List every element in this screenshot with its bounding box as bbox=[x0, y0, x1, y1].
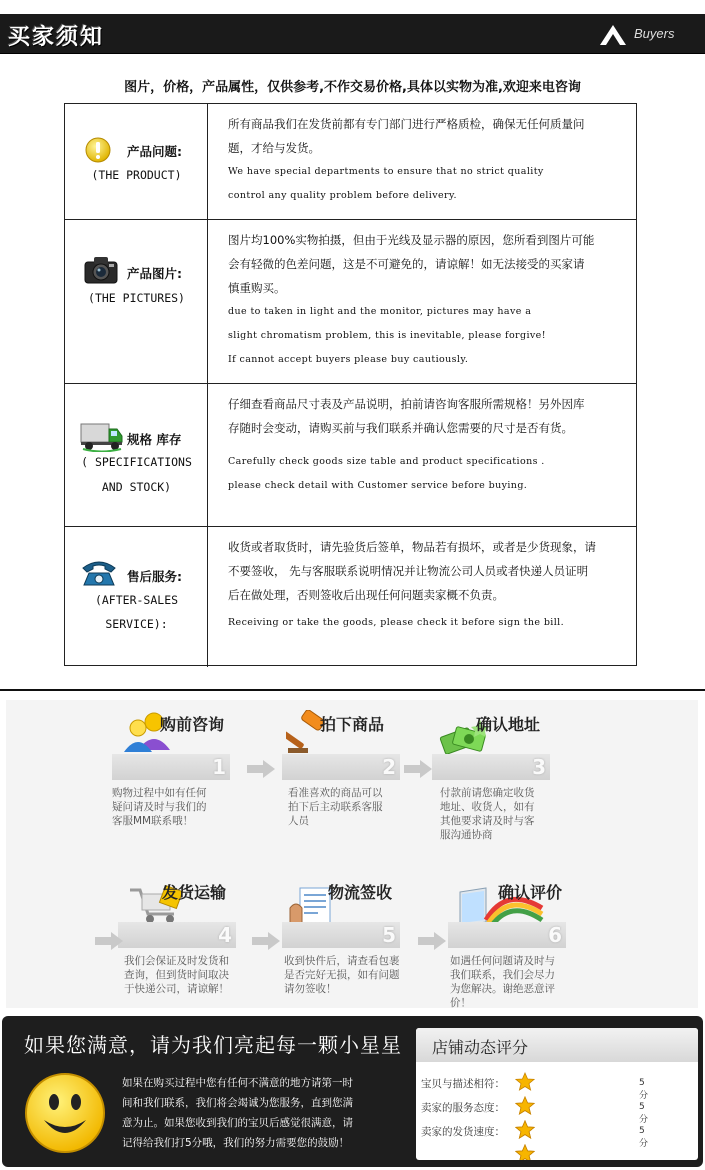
notice-content-cell bbox=[209, 384, 636, 526]
star-icon bbox=[515, 1072, 535, 1092]
step-number: 2 bbox=[382, 755, 396, 779]
brand-a-logo-icon bbox=[600, 25, 626, 45]
step-desc-line: 如遇任何问题请及时与 bbox=[450, 955, 555, 967]
arrow-right-icon bbox=[95, 932, 123, 950]
notice-label-cell bbox=[65, 527, 208, 667]
step-number-bar bbox=[448, 922, 566, 948]
step-desc-line: 地址、收货人，如有 bbox=[440, 801, 535, 813]
star-icon bbox=[515, 1144, 535, 1160]
step-title: 确认评价 bbox=[498, 883, 563, 902]
step-title: 购前咨询 bbox=[160, 715, 225, 734]
step-description bbox=[288, 786, 416, 828]
star-icon bbox=[515, 1096, 535, 1116]
step-desc-line: 购物过程中如有任何 bbox=[112, 787, 207, 799]
notice-text-en: control any quality problem before delivery. bbox=[228, 190, 457, 201]
notice-row-product bbox=[65, 104, 636, 220]
notice-label-en: SERVICE): bbox=[105, 617, 168, 631]
process-step-5 bbox=[282, 874, 422, 1004]
step-desc-line: 服沟通协商 bbox=[440, 829, 493, 841]
step-desc-line: 我们会保证及时发货和 bbox=[124, 955, 229, 967]
shop-rating-panel bbox=[416, 1028, 698, 1160]
header-bar bbox=[0, 14, 705, 54]
step-title: 物流签收 bbox=[328, 883, 393, 902]
notice-content-cell bbox=[209, 220, 636, 383]
footer-message-line: 意为止。如果您收到我们的宝贝后感觉很满意，请 bbox=[122, 1117, 353, 1129]
notice-text-en: slight chromatism problem, this is inevitable, please forgive! bbox=[228, 330, 546, 341]
step-number: 6 bbox=[548, 923, 562, 947]
exclamation-icon bbox=[85, 137, 111, 163]
disclaimer-text: 图片，价格，产品属性，仅供参考,不作交易价格,具体以实物为准,欢迎来电咨询 bbox=[124, 80, 581, 95]
step-description bbox=[124, 954, 252, 996]
step-desc-line: 查询，但到货时间取决 bbox=[124, 969, 229, 981]
arrow-right-icon bbox=[418, 932, 446, 950]
process-step-4 bbox=[118, 874, 258, 1004]
rating-title: 店铺动态评分 bbox=[432, 1038, 529, 1057]
delivery-truck-icon bbox=[79, 420, 123, 452]
step-desc-line: 其他要求请及时与客 bbox=[440, 815, 535, 827]
footer-message-line: 记得给我们打5分哦，我们的努力需要您的鼓励！ bbox=[122, 1137, 350, 1149]
notice-row-pictures bbox=[65, 220, 636, 384]
star-icon bbox=[515, 1120, 535, 1140]
notice-row-after-sales bbox=[65, 527, 636, 667]
process-step-2 bbox=[282, 706, 422, 846]
step-desc-line: 疑问请及时与我们的 bbox=[112, 801, 207, 813]
notice-label-en: (AFTER-SALES bbox=[94, 593, 179, 607]
telephone-icon bbox=[81, 559, 117, 587]
notice-text-cn: 会有轻微的色差问题，这是不可避免的，请谅解！如无法接受的买家请 bbox=[228, 257, 585, 271]
process-step-3 bbox=[432, 706, 572, 846]
notice-content-cell bbox=[209, 104, 636, 219]
step-desc-line: 客服MM联系哦！ bbox=[112, 815, 194, 827]
step-number: 4 bbox=[218, 923, 232, 947]
step-desc-line: 于快递公司，请谅解！ bbox=[124, 983, 229, 995]
notice-label-en: ( SPECIFICATIONS bbox=[81, 455, 192, 469]
step-number: 5 bbox=[382, 923, 396, 947]
notice-text-cn: 图片均100%实物拍摄，但由于光线及显示器的原因，您所看到图片可能 bbox=[228, 233, 595, 247]
process-step-6 bbox=[448, 874, 588, 1009]
notice-text-cn: 收货或者取货时，请先验货后签单，物品若有损坏，或者是少货现象，请 bbox=[228, 540, 596, 554]
footer-message bbox=[122, 1073, 402, 1153]
rating-label: 宝贝与描述相符： bbox=[421, 1078, 505, 1090]
rating-score: 5分 bbox=[639, 1078, 649, 1101]
notice-text-cn: 仔细查看商品尺寸表及产品说明，拍前请咨询客服所需规格！另外因库 bbox=[228, 397, 585, 411]
notice-text-en: due to taken in light and the monitor, pictures may have a bbox=[228, 306, 532, 317]
notice-label-en: AND STOCK) bbox=[101, 480, 172, 494]
notice-text-cn: 题，才给与发货。 bbox=[228, 141, 320, 155]
process-step-1 bbox=[112, 706, 252, 846]
notice-table bbox=[64, 103, 637, 666]
footer-banner bbox=[2, 1016, 703, 1167]
footer-message-line: 如果在购买过程中您有任何不满意的地方请第一时 bbox=[122, 1077, 353, 1089]
step-title: 拍下商品 bbox=[320, 715, 385, 734]
rating-label: 卖家的发货速度： bbox=[421, 1126, 505, 1138]
step-description bbox=[112, 786, 240, 828]
camera-icon bbox=[83, 255, 119, 285]
step-desc-line: 请勿签收！ bbox=[284, 983, 337, 995]
rating-stars bbox=[515, 1120, 539, 1160]
page-title: 买家须知 bbox=[8, 24, 105, 50]
step-description bbox=[284, 954, 420, 996]
step-number-bar bbox=[432, 754, 550, 780]
notice-text-cn: 存随时会变动，请购买前与我们联系并确认您需要的尺寸是否有货。 bbox=[228, 421, 573, 435]
rating-score: 5分 bbox=[639, 1102, 649, 1125]
step-number: 3 bbox=[532, 755, 546, 779]
step-title: 确认地址 bbox=[476, 715, 541, 734]
notice-text-cn: 后在做处理，否则签收后出现任何问题卖家概不负责。 bbox=[228, 588, 504, 602]
notice-label-en: (THE PICTURES) bbox=[88, 291, 185, 305]
step-number-bar bbox=[112, 754, 230, 780]
arrow-right-icon bbox=[252, 932, 280, 950]
notice-text-en: If cannot accept buyers please buy cautiously. bbox=[228, 354, 469, 365]
step-number-bar bbox=[282, 922, 400, 948]
step-number-bar bbox=[282, 754, 400, 780]
brand-name: Buyers bbox=[634, 26, 675, 41]
step-number: 1 bbox=[212, 755, 226, 779]
notice-text-en: We have special departments to ensure that no strict quality bbox=[228, 166, 544, 177]
notice-text-cn: 慎重购买。 bbox=[228, 281, 286, 295]
step-desc-line: 付款前请您确定收货 bbox=[440, 787, 535, 799]
notice-label-cn: 售后服务: bbox=[127, 569, 182, 584]
step-desc-line: 看准喜欢的商品可以 bbox=[288, 787, 383, 799]
step-number-bar bbox=[118, 922, 236, 948]
arrow-right-icon bbox=[247, 760, 275, 778]
step-desc-line: 人员 bbox=[288, 815, 309, 827]
notice-label-cell bbox=[65, 104, 208, 219]
notice-label-en: (THE PRODUCT) bbox=[91, 168, 182, 182]
notice-text-en: Carefully check goods size table and product specifications . bbox=[228, 456, 545, 467]
footer-message-line: 间和我们联系，我们将会竭诚为您服务，直到您满 bbox=[122, 1097, 353, 1109]
notice-row-specifications bbox=[65, 384, 636, 527]
notice-label-cell bbox=[65, 220, 208, 383]
footer-slogan: 如果您满意，请为我们亮起每一颗小星星 bbox=[24, 1033, 402, 1057]
notice-label-cn: 产品图片: bbox=[127, 266, 182, 281]
notice-label-cell bbox=[65, 384, 208, 526]
step-desc-line: 我们联系，我们会尽力 bbox=[450, 969, 555, 981]
step-description bbox=[450, 954, 578, 1010]
rating-label: 卖家的服务态度： bbox=[421, 1102, 505, 1114]
rating-score: 5分 bbox=[639, 1126, 649, 1149]
step-desc-line: 价！ bbox=[450, 997, 471, 1009]
rating-header bbox=[416, 1028, 698, 1062]
step-desc-line: 为您解决。谢绝恶意评 bbox=[450, 983, 555, 995]
notice-label-cn: 产品问题: bbox=[127, 144, 182, 159]
step-desc-line: 拍下后主动联系客服 bbox=[288, 801, 383, 813]
step-title: 发货运输 bbox=[162, 883, 227, 902]
step-desc-line: 是否完好无损，如有问题 bbox=[284, 969, 400, 981]
notice-text-cn: 不要签收， 先与客服联系说明情况并让物流公司人员或者快递人员证明 bbox=[228, 564, 589, 578]
arrow-right-icon bbox=[404, 760, 432, 778]
notice-content-cell bbox=[209, 527, 636, 667]
notice-text-en: Receiving or take the goods, please check it before sign the bill. bbox=[228, 617, 565, 628]
notice-text-en: please check detail with Customer service before buying. bbox=[228, 480, 528, 491]
smiley-face-icon bbox=[24, 1072, 106, 1154]
notice-text-cn: 所有商品我们在发货前都有专门部门进行严格质检，确保无任何质量问 bbox=[228, 117, 585, 131]
notice-label-cn: 规格 库存 bbox=[127, 432, 182, 447]
section-divider bbox=[0, 689, 705, 691]
step-description bbox=[440, 786, 568, 842]
step-desc-line: 收到快件后，请查看包裹 bbox=[284, 955, 400, 967]
